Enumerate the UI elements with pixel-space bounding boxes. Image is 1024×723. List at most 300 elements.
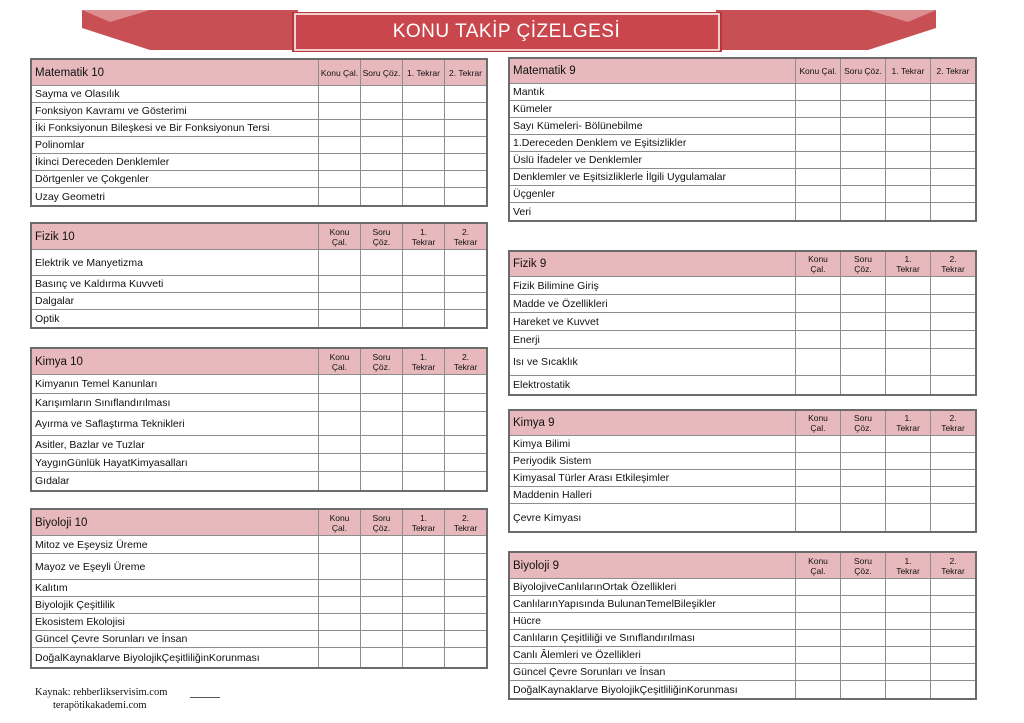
- checkbox-cell-soru-cozme[interactable]: [840, 664, 885, 680]
- checkbox-cell-konu-calisma[interactable]: [795, 436, 840, 452]
- column-header-text: Tekrar: [453, 361, 478, 372]
- checkbox-cell-soru-cozme[interactable]: [840, 118, 885, 134]
- table-row: [32, 250, 486, 276]
- checkbox-cell-konu-calisma[interactable]: [318, 394, 360, 411]
- column-header-text: Tekrar: [896, 565, 920, 576]
- checkbox-cell-tekrar-2[interactable]: [444, 394, 486, 411]
- checkbox-cell-tekrar-2[interactable]: [444, 171, 486, 187]
- checkbox-cell-tekrar-1[interactable]: [402, 454, 444, 471]
- checkbox-cell-soru-cozme[interactable]: [840, 152, 885, 168]
- checkbox-cell-soru-cozme[interactable]: [840, 84, 885, 100]
- column-header-tekrar-1: [885, 411, 930, 435]
- checkbox-cell-konu-calisma[interactable]: [318, 375, 360, 393]
- column-header-soru-cozme: [360, 510, 402, 535]
- checkbox-cell-tekrar-2[interactable]: [444, 310, 486, 327]
- topic-label: Mitoz ve Eşeysiz Üreme: [35, 538, 148, 551]
- checkbox-cell-soru-cozme[interactable]: [360, 648, 402, 667]
- column-header-text: 2.: [461, 226, 470, 237]
- checkbox-cell-soru-cozme[interactable]: [840, 630, 885, 646]
- table-row: [32, 375, 486, 394]
- checkbox-cell-konu-calisma[interactable]: [318, 580, 360, 596]
- checkbox-cell-konu-calisma[interactable]: [795, 349, 840, 375]
- checkbox-cell-tekrar-2[interactable]: [930, 613, 975, 629]
- column-header-text: Tekrar: [453, 522, 478, 533]
- topic-label: Biyolojik Çeşitlilik: [35, 599, 115, 611]
- checkbox-cell-soru-cozme[interactable]: [360, 375, 402, 393]
- checkbox-cell-konu-calisma[interactable]: [795, 487, 840, 503]
- checkbox-cell-soru-cozme[interactable]: [360, 580, 402, 596]
- checkbox-cell-tekrar-2[interactable]: [444, 614, 486, 630]
- checkbox-cell-soru-cozme[interactable]: [360, 171, 402, 187]
- checkbox-cell-konu-calisma[interactable]: [795, 613, 840, 629]
- column-header-tekrar-2: [444, 224, 486, 249]
- checkbox-cell-tekrar-1[interactable]: [402, 554, 444, 579]
- table-row: [510, 664, 975, 681]
- column-header-text: 1. Tekrar: [891, 66, 925, 76]
- checkbox-cell-tekrar-2[interactable]: [930, 681, 975, 698]
- checkbox-cell-tekrar-2[interactable]: [444, 436, 486, 453]
- topic-label: Hareket ve Kuvvet: [513, 315, 599, 328]
- table-title: Biyoloji 9: [513, 559, 560, 572]
- checkbox-cell-soru-cozme[interactable]: [360, 631, 402, 647]
- checkbox-cell-tekrar-2[interactable]: [930, 436, 975, 452]
- checkbox-cell-soru-cozme[interactable]: [840, 203, 885, 220]
- checkbox-cell-soru-cozme[interactable]: [360, 454, 402, 471]
- checkbox-cell-tekrar-1[interactable]: [885, 470, 930, 486]
- checkbox-cell-konu-calisma[interactable]: [318, 454, 360, 471]
- checkbox-cell-konu-calisma[interactable]: [795, 630, 840, 646]
- topic-label: Üçgenler: [513, 188, 556, 200]
- checkbox-cell-tekrar-2[interactable]: [930, 135, 975, 151]
- table-row: [510, 186, 975, 203]
- checkbox-cell-tekrar-1[interactable]: [402, 137, 444, 153]
- checkbox-cell-konu-calisma[interactable]: [795, 84, 840, 100]
- topic-label: Enerji: [513, 333, 540, 346]
- column-header-text: Tekrar: [896, 423, 920, 433]
- column-header-soru-cozme: [840, 252, 885, 276]
- table-fizik-10: [30, 222, 488, 329]
- checkbox-cell-konu-calisma[interactable]: [318, 103, 360, 119]
- checkbox-cell-soru-cozme[interactable]: [840, 487, 885, 503]
- checkbox-cell-tekrar-1[interactable]: [402, 293, 444, 309]
- column-header-konu-calisma: [318, 60, 360, 85]
- checkbox-cell-tekrar-2[interactable]: [930, 84, 975, 100]
- column-header-konu-calisma: [795, 252, 840, 276]
- column-header-text: 1.: [904, 555, 912, 566]
- checkbox-cell-konu-calisma[interactable]: [795, 647, 840, 663]
- checkbox-cell-tekrar-2[interactable]: [930, 596, 975, 612]
- checkbox-cell-soru-cozme[interactable]: [840, 596, 885, 612]
- topic-label: 1.Dereceden Denklem ve Eşitsizlikler: [513, 137, 687, 149]
- checkbox-cell-soru-cozme[interactable]: [840, 647, 885, 663]
- checkbox-cell-konu-calisma[interactable]: [795, 470, 840, 486]
- checkbox-cell-tekrar-2[interactable]: [444, 276, 486, 292]
- checkbox-cell-tekrar-1[interactable]: [885, 331, 930, 348]
- checkbox-cell-tekrar-2[interactable]: [444, 293, 486, 309]
- checkbox-cell-konu-calisma[interactable]: [318, 120, 360, 136]
- checkbox-cell-konu-calisma[interactable]: [795, 453, 840, 469]
- checkbox-cell-tekrar-2[interactable]: [930, 470, 975, 486]
- table-header-row: [510, 553, 975, 579]
- checkbox-cell-konu-calisma[interactable]: [795, 376, 840, 394]
- column-header-text: Konu Çal.: [799, 66, 837, 76]
- checkbox-cell-konu-calisma[interactable]: [795, 186, 840, 202]
- column-header-text: 1.: [904, 413, 912, 423]
- checkbox-cell-tekrar-1[interactable]: [402, 648, 444, 667]
- column-header-text: Konu: [329, 512, 350, 523]
- checkbox-cell-soru-cozme[interactable]: [360, 137, 402, 153]
- column-header-text: Çal.: [810, 565, 826, 576]
- column-header-text: Konu: [808, 254, 828, 264]
- topic-label: Güncel Çevre Sorunları ve İnsan: [35, 633, 188, 645]
- checkbox-cell-soru-cozme[interactable]: [840, 169, 885, 185]
- checkbox-cell-tekrar-1[interactable]: [885, 681, 930, 698]
- checkbox-cell-konu-calisma[interactable]: [795, 277, 840, 294]
- table-row: [510, 349, 975, 376]
- topic-label: Karışımların Sınıflandırılması: [35, 396, 171, 409]
- footer-source-line: Kaynak: rehberlikservisim.com: [35, 687, 168, 698]
- checkbox-cell-tekrar-1[interactable]: [402, 171, 444, 187]
- checkbox-cell-tekrar-1[interactable]: [885, 504, 930, 531]
- checkbox-cell-tekrar-1[interactable]: [402, 472, 444, 490]
- checkbox-cell-konu-calisma[interactable]: [795, 504, 840, 531]
- table-row: [510, 135, 975, 152]
- column-header-text: 2.: [949, 413, 957, 423]
- checkbox-cell-konu-calisma[interactable]: [318, 310, 360, 327]
- checkbox-cell-tekrar-2[interactable]: [930, 376, 975, 394]
- checkbox-cell-soru-cozme[interactable]: [360, 103, 402, 119]
- checkbox-cell-tekrar-2[interactable]: [444, 120, 486, 136]
- checkbox-cell-tekrar-2[interactable]: [930, 295, 975, 312]
- checkbox-cell-tekrar-1[interactable]: [885, 277, 930, 294]
- checkbox-cell-tekrar-1[interactable]: [402, 276, 444, 292]
- checkbox-cell-tekrar-2[interactable]: [444, 648, 486, 667]
- checkbox-cell-soru-cozme[interactable]: [840, 101, 885, 117]
- checkbox-cell-tekrar-1[interactable]: [402, 412, 444, 435]
- checkbox-cell-konu-calisma[interactable]: [795, 313, 840, 330]
- checkbox-cell-soru-cozme[interactable]: [840, 331, 885, 348]
- checkbox-cell-tekrar-2[interactable]: [930, 186, 975, 202]
- checkbox-cell-tekrar-1[interactable]: [885, 101, 930, 117]
- column-header-tekrar-1: [402, 60, 444, 85]
- checkbox-cell-soru-cozme[interactable]: [360, 472, 402, 490]
- checkbox-cell-konu-calisma[interactable]: [318, 614, 360, 630]
- checkbox-cell-tekrar-1[interactable]: [885, 169, 930, 185]
- checkbox-cell-konu-calisma[interactable]: [318, 631, 360, 647]
- topic-label: Kimya Bilimi: [513, 438, 571, 450]
- checkbox-cell-tekrar-1[interactable]: [885, 664, 930, 680]
- topic-label: Elektrostatik: [513, 379, 571, 391]
- checkbox-cell-tekrar-2[interactable]: [930, 453, 975, 469]
- checkbox-cell-soru-cozme[interactable]: [360, 188, 402, 205]
- checkbox-cell-konu-calisma[interactable]: [318, 412, 360, 435]
- checkbox-cell-soru-cozme[interactable]: [360, 554, 402, 579]
- checkbox-cell-soru-cozme[interactable]: [360, 120, 402, 136]
- table-row: [32, 631, 486, 648]
- column-header-soru-cozme: [840, 553, 885, 578]
- checkbox-cell-tekrar-1[interactable]: [402, 375, 444, 393]
- checkbox-cell-soru-cozme[interactable]: [360, 276, 402, 292]
- table-row: [32, 436, 486, 454]
- checkbox-cell-tekrar-2[interactable]: [444, 154, 486, 170]
- checkbox-cell-soru-cozme[interactable]: [360, 250, 402, 275]
- checkbox-cell-tekrar-2[interactable]: [444, 188, 486, 205]
- column-header-tekrar-1: [402, 510, 444, 535]
- checkbox-cell-soru-cozme[interactable]: [840, 349, 885, 375]
- checkbox-cell-tekrar-1[interactable]: [402, 86, 444, 102]
- checkbox-cell-konu-calisma[interactable]: [318, 472, 360, 490]
- topic-label: Maddenin Halleri: [513, 489, 592, 501]
- column-header-text: Çal.: [331, 361, 348, 372]
- checkbox-cell-tekrar-2[interactable]: [444, 554, 486, 579]
- column-header-tekrar-2: [444, 510, 486, 535]
- table-header-row: [32, 510, 486, 536]
- topic-label: Uzay Geometri: [35, 190, 106, 203]
- column-header-tekrar-2: [930, 252, 975, 276]
- checkbox-cell-tekrar-1[interactable]: [885, 84, 930, 100]
- checkbox-cell-tekrar-1[interactable]: [885, 349, 930, 375]
- table-kimya-10: [30, 347, 488, 492]
- column-header-tekrar-1: [885, 553, 930, 578]
- checkbox-cell-konu-calisma[interactable]: [318, 137, 360, 153]
- checkbox-cell-soru-cozme[interactable]: [360, 154, 402, 170]
- checkbox-cell-tekrar-2[interactable]: [930, 169, 975, 185]
- checkbox-cell-tekrar-2[interactable]: [444, 631, 486, 647]
- column-header-text: 1.: [419, 512, 428, 523]
- checkbox-cell-tekrar-1[interactable]: [885, 647, 930, 663]
- checkbox-cell-tekrar-2[interactable]: [930, 118, 975, 134]
- checkbox-cell-tekrar-2[interactable]: [930, 331, 975, 348]
- table-row: [32, 472, 486, 490]
- checkbox-cell-tekrar-1[interactable]: [885, 186, 930, 202]
- checkbox-cell-tekrar-1[interactable]: [885, 630, 930, 646]
- checkbox-cell-tekrar-2[interactable]: [444, 137, 486, 153]
- column-header-text: 1. Tekrar: [407, 67, 440, 78]
- column-header-konu-calisma: [318, 510, 360, 535]
- checkbox-cell-soru-cozme[interactable]: [360, 412, 402, 435]
- checkbox-cell-tekrar-2[interactable]: [444, 375, 486, 393]
- table-row: [32, 120, 486, 137]
- column-header-text: Çöz.: [854, 423, 872, 433]
- checkbox-cell-konu-calisma[interactable]: [795, 295, 840, 312]
- checkbox-cell-konu-calisma[interactable]: [795, 118, 840, 134]
- column-header-text: Tekrar: [453, 236, 478, 247]
- checkbox-cell-konu-calisma[interactable]: [795, 152, 840, 168]
- checkbox-cell-tekrar-2[interactable]: [444, 472, 486, 490]
- checkbox-cell-tekrar-1[interactable]: [402, 188, 444, 205]
- checkbox-cell-tekrar-2[interactable]: [930, 203, 975, 220]
- checkbox-cell-konu-calisma[interactable]: [795, 681, 840, 698]
- checkbox-cell-konu-calisma[interactable]: [795, 579, 840, 595]
- table-row: [510, 579, 975, 596]
- checkbox-cell-tekrar-1[interactable]: [885, 579, 930, 595]
- column-header-tekrar-1: [402, 224, 444, 249]
- checkbox-cell-konu-calisma[interactable]: [795, 596, 840, 612]
- checkbox-cell-tekrar-1[interactable]: [885, 436, 930, 452]
- checkbox-cell-konu-calisma[interactable]: [318, 536, 360, 553]
- column-header-text: Tekrar: [411, 361, 436, 372]
- checkbox-cell-soru-cozme[interactable]: [840, 681, 885, 698]
- topic-label: BiyolojiveCanlılarınOrtak Özellikleri: [513, 581, 677, 593]
- table-fizik-9: [508, 250, 977, 396]
- checkbox-cell-soru-cozme[interactable]: [840, 436, 885, 452]
- checkbox-cell-tekrar-1[interactable]: [885, 376, 930, 394]
- table-row: [32, 412, 486, 436]
- checkbox-cell-tekrar-2[interactable]: [444, 580, 486, 596]
- checkbox-cell-tekrar-2[interactable]: [930, 504, 975, 531]
- checkbox-cell-tekrar-2[interactable]: [930, 101, 975, 117]
- checkbox-cell-soru-cozme[interactable]: [840, 313, 885, 330]
- checkbox-cell-soru-cozme[interactable]: [840, 135, 885, 151]
- checkbox-cell-konu-calisma[interactable]: [795, 203, 840, 220]
- checkbox-cell-konu-calisma[interactable]: [795, 331, 840, 348]
- checkbox-cell-konu-calisma[interactable]: [318, 171, 360, 187]
- column-header-text: Konu: [808, 413, 828, 423]
- checkbox-cell-soru-cozme[interactable]: [840, 504, 885, 531]
- checkbox-cell-soru-cozme[interactable]: [840, 613, 885, 629]
- checkbox-cell-tekrar-1[interactable]: [402, 597, 444, 613]
- checkbox-cell-soru-cozme[interactable]: [360, 394, 402, 411]
- column-header-text: Soru: [372, 226, 391, 237]
- column-header-text: Konu: [329, 226, 350, 237]
- table-row: [32, 103, 486, 120]
- table-row: [32, 536, 486, 554]
- checkbox-cell-tekrar-1[interactable]: [402, 614, 444, 630]
- table-row: [510, 331, 975, 349]
- checkbox-cell-tekrar-1[interactable]: [885, 596, 930, 612]
- checkbox-cell-soru-cozme[interactable]: [360, 293, 402, 309]
- checkbox-cell-tekrar-1[interactable]: [402, 394, 444, 411]
- checkbox-cell-konu-calisma[interactable]: [318, 276, 360, 292]
- column-header-text: Konu: [329, 351, 350, 362]
- topic-label: Ekosistem Ekolojisi: [35, 616, 125, 628]
- checkbox-cell-tekrar-2[interactable]: [930, 277, 975, 294]
- checkbox-cell-konu-calisma[interactable]: [318, 250, 360, 275]
- checkbox-cell-tekrar-1[interactable]: [402, 310, 444, 327]
- checkbox-cell-soru-cozme[interactable]: [360, 436, 402, 453]
- checkbox-cell-tekrar-2[interactable]: [444, 103, 486, 119]
- table-title: Fizik 10: [35, 230, 75, 243]
- column-header-text: Tekrar: [896, 264, 920, 274]
- checkbox-cell-tekrar-2[interactable]: [444, 86, 486, 102]
- table-row: [32, 597, 486, 614]
- table-title: Kimya 9: [513, 417, 555, 429]
- checkbox-cell-tekrar-2[interactable]: [930, 152, 975, 168]
- checkbox-cell-soru-cozme[interactable]: [840, 470, 885, 486]
- checkbox-cell-tekrar-2[interactable]: [444, 597, 486, 613]
- checkbox-cell-konu-calisma[interactable]: [318, 554, 360, 579]
- topic-label: DoğalKaynaklarve BiyolojikÇeşitliliğinKorunması: [35, 651, 260, 664]
- column-header-text: Çöz.: [854, 565, 872, 576]
- checkbox-cell-soru-cozme[interactable]: [360, 597, 402, 613]
- checkbox-cell-soru-cozme[interactable]: [840, 579, 885, 595]
- topic-label: Canlı Âlemleri ve Özellikleri: [513, 649, 641, 661]
- checkbox-cell-tekrar-1[interactable]: [402, 631, 444, 647]
- topic-label: Elektrik ve Manyetizma: [35, 256, 143, 269]
- footer-source: [35, 686, 167, 712]
- checkbox-cell-konu-calisma[interactable]: [795, 664, 840, 680]
- checkbox-cell-tekrar-1[interactable]: [402, 250, 444, 275]
- checkbox-cell-tekrar-2[interactable]: [930, 630, 975, 646]
- checkbox-cell-soru-cozme[interactable]: [360, 310, 402, 327]
- checkbox-cell-tekrar-1[interactable]: [885, 613, 930, 629]
- checkbox-cell-konu-calisma[interactable]: [318, 648, 360, 667]
- checkbox-cell-tekrar-1[interactable]: [885, 118, 930, 134]
- checkbox-cell-soru-cozme[interactable]: [840, 277, 885, 294]
- checkbox-cell-tekrar-1[interactable]: [885, 203, 930, 220]
- checkbox-cell-tekrar-1[interactable]: [402, 580, 444, 596]
- table-row: [510, 647, 975, 664]
- table-row: [32, 580, 486, 597]
- checkbox-cell-soru-cozme[interactable]: [840, 295, 885, 312]
- checkbox-cell-tekrar-1[interactable]: [402, 103, 444, 119]
- checkbox-cell-tekrar-2[interactable]: [930, 664, 975, 680]
- checkbox-cell-tekrar-2[interactable]: [444, 454, 486, 471]
- column-header-text: Tekrar: [411, 522, 436, 533]
- topic-label: DoğalKaynaklarve BiyolojikÇeşitliliğinKorunması: [513, 683, 738, 696]
- checkbox-cell-konu-calisma[interactable]: [318, 188, 360, 205]
- checkbox-cell-tekrar-2[interactable]: [444, 412, 486, 435]
- checkbox-cell-konu-calisma[interactable]: [318, 597, 360, 613]
- column-header-text: Çöz.: [372, 522, 391, 533]
- checkbox-cell-tekrar-1[interactable]: [402, 436, 444, 453]
- topic-label: Polinomlar: [35, 139, 85, 151]
- footer-divider: [190, 697, 220, 698]
- table-row: [510, 504, 975, 531]
- table-row: [510, 84, 975, 101]
- topic-label: Veri: [513, 205, 532, 218]
- checkbox-cell-tekrar-1[interactable]: [402, 536, 444, 553]
- column-header-tekrar-2: [930, 553, 975, 578]
- checkbox-cell-soru-cozme[interactable]: [360, 614, 402, 630]
- checkbox-cell-tekrar-2[interactable]: [930, 487, 975, 503]
- checkbox-cell-tekrar-1[interactable]: [402, 120, 444, 136]
- checkbox-cell-tekrar-1[interactable]: [402, 154, 444, 170]
- checkbox-cell-konu-calisma[interactable]: [318, 86, 360, 102]
- checkbox-cell-konu-calisma[interactable]: [795, 101, 840, 117]
- checkbox-cell-tekrar-1[interactable]: [885, 453, 930, 469]
- checkbox-cell-tekrar-2[interactable]: [444, 250, 486, 275]
- checkbox-cell-tekrar-2[interactable]: [930, 349, 975, 375]
- table-row: [510, 376, 975, 394]
- column-header-text: Tekrar: [941, 565, 965, 576]
- checkbox-cell-soru-cozme[interactable]: [840, 376, 885, 394]
- checkbox-cell-soru-cozme[interactable]: [840, 453, 885, 469]
- checkbox-cell-tekrar-1[interactable]: [885, 487, 930, 503]
- checkbox-cell-tekrar-1[interactable]: [885, 295, 930, 312]
- checkbox-cell-tekrar-1[interactable]: [885, 135, 930, 151]
- checkbox-cell-tekrar-2[interactable]: [930, 579, 975, 595]
- checkbox-cell-soru-cozme[interactable]: [360, 86, 402, 102]
- column-header-soru-cozme: [360, 60, 402, 85]
- checkbox-cell-soru-cozme[interactable]: [360, 536, 402, 553]
- checkbox-cell-konu-calisma[interactable]: [795, 169, 840, 185]
- checkbox-cell-konu-calisma[interactable]: [318, 154, 360, 170]
- column-header-text: Tekrar: [411, 236, 436, 247]
- checkbox-cell-tekrar-1[interactable]: [885, 152, 930, 168]
- checkbox-cell-tekrar-2[interactable]: [444, 536, 486, 553]
- checkbox-cell-tekrar-1[interactable]: [885, 313, 930, 330]
- column-header-text: Çöz.: [372, 236, 391, 247]
- checkbox-cell-konu-calisma[interactable]: [318, 436, 360, 453]
- table-row: [32, 293, 486, 310]
- checkbox-cell-tekrar-2[interactable]: [930, 313, 975, 330]
- checkbox-cell-soru-cozme[interactable]: [840, 186, 885, 202]
- checkbox-cell-konu-calisma[interactable]: [795, 135, 840, 151]
- checkbox-cell-tekrar-2[interactable]: [930, 647, 975, 663]
- table-row: [510, 453, 975, 470]
- checkbox-cell-konu-calisma[interactable]: [318, 293, 360, 309]
